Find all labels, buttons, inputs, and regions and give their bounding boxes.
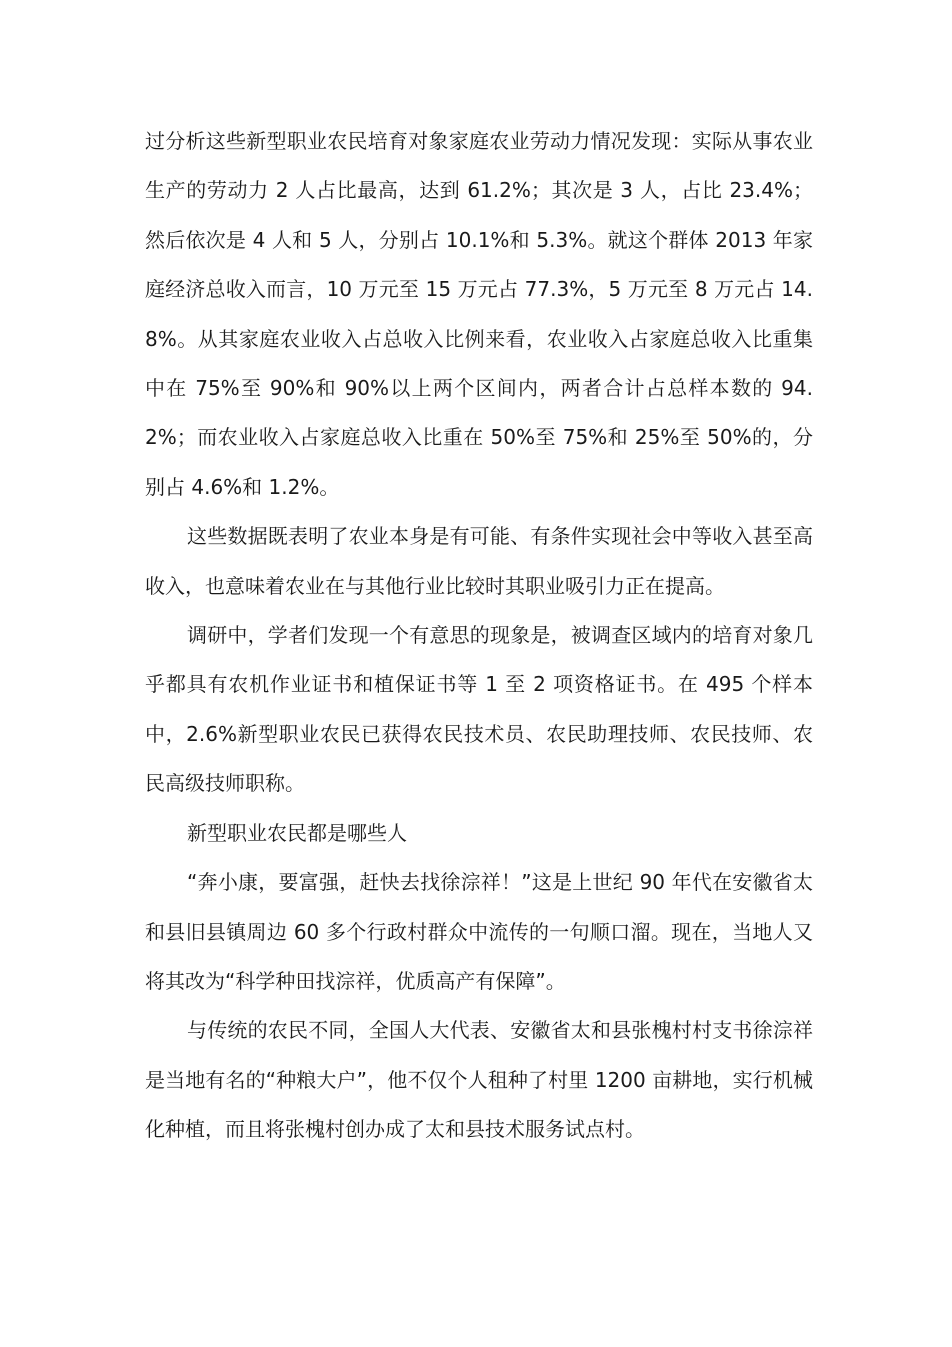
paragraph-labor-and-income: 过分析这些新型职业农民培育对象家庭农业劳动力情况发现：实际从事农业生产的劳动力 2 人占比最高，达到 61.2%；其次是 3 人，占比 23.4%；然后依次是 4 人和 5 人，分别占 10.1%和 5.3%。就这个群体 2013 年家庭经济总收入而言，10 万元至 15 万元占 77.3%，5 万元至 8 万元占 14.8%。从其家庭农业收入占总收入比例来看，农业收入占家庭总收入比重集中在 75%至 90%和 90%以上两个区间内，两者合计占总样本数的 94.2%；而农业收入占家庭总收入比重在 50%至 75%和 25%至 50%的，分别占 4.6%和 1.2%。 [145, 129, 813, 499]
paragraph-data-significance: 这些数据既表明了农业本身是有可能、有条件实现社会中等收入甚至高收入，也意味着农业在与其他行业比较时其职业吸引力正在提高。 [145, 524, 813, 598]
paragraph-xu-congxiang: 与传统的农民不同，全国人大代表、安徽省太和县张槐村村支书徐淙祥是当地有名的“种粮大户”，他不仅个人租种了村里 1200 亩耕地，实行机械化种植，而且将张槐村创办成了太和县技术服务试点村。 [145, 1018, 813, 1142]
section-heading: 新型职业农民都是哪些人 [187, 820, 407, 845]
article-body [145, 117, 813, 1155]
paragraph-certificates: 调研中，学者们发现一个有意思的现象是，被调查区域内的培育对象几乎都具有农机作业证书和植保证书等 1 至 2 项资格证书。在 495 个样本中，2.6%新型职业农民已获得农民技术员、农民助理技师、农民技师、农民高级技师职称。 [145, 623, 813, 796]
paragraph-slogan: “奔小康，要富强，赶快去找徐淙祥！”这是上世纪 90 年代在安徽省太和县旧县镇周边 60 多个行政村群众中流传的一句顺口溜。现在，当地人又将其改为“科学种田找淙祥，优质高产有保障”。 [145, 870, 813, 993]
